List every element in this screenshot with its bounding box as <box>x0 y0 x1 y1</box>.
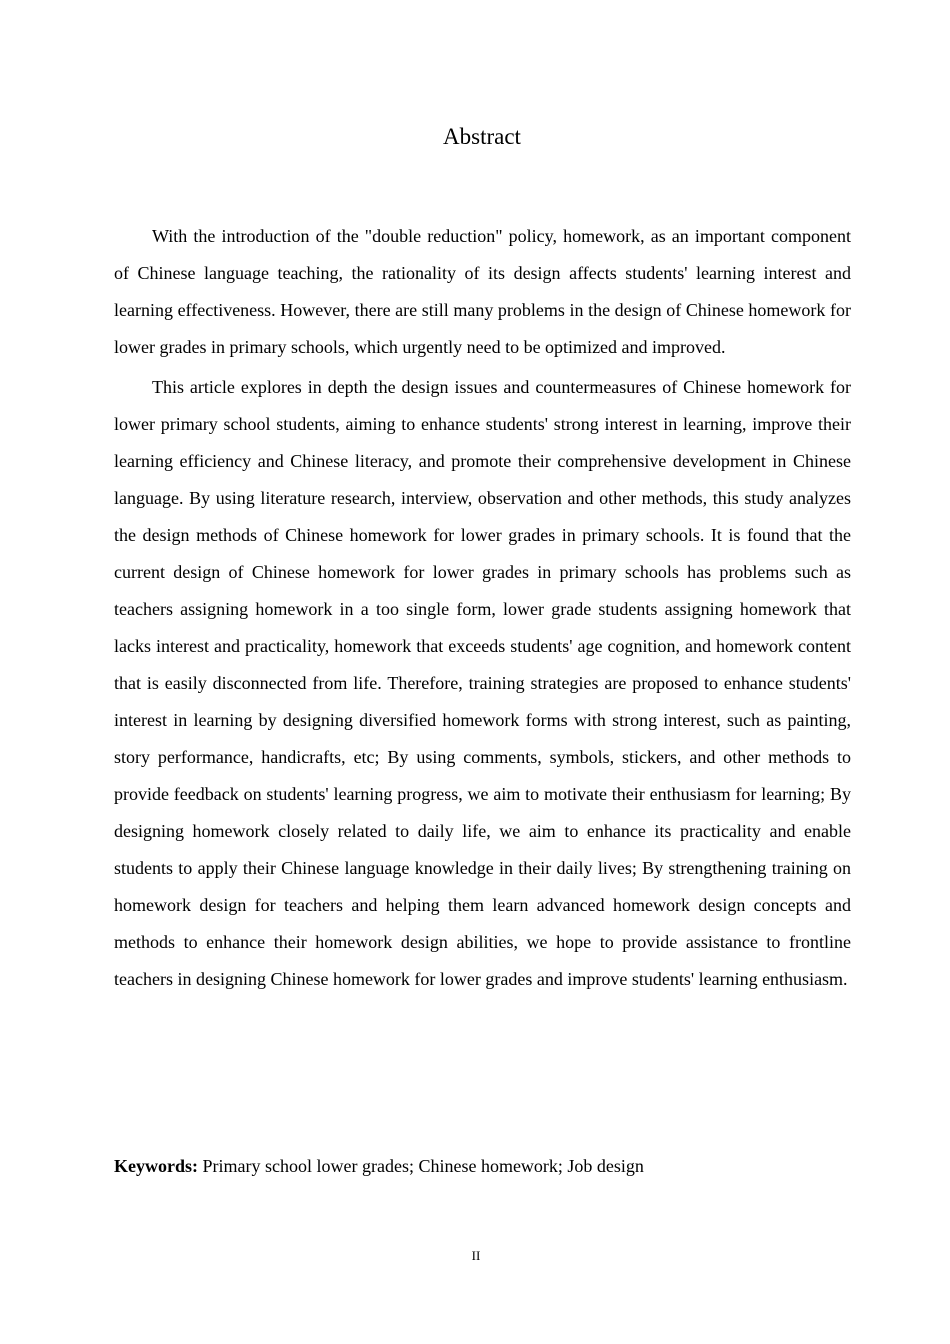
page-number: II <box>471 1248 481 1263</box>
keywords-label: Keywords: <box>114 1156 203 1176</box>
keywords-text: Primary school lower grades; Chinese homework; Job design <box>202 1156 644 1176</box>
abstract-paragraph-2: This article explores in depth the design issues and countermeasures of Chinese homework for lower primary school students, aiming to enhance students' strong interest in learning, improve their learning efficiency and Chinese literacy, and promote their comprehensive development in Chinese language. By using literature research, interview, observation and other methods, this study analyzes the design methods of Chinese homework for lower grades in primary schools. It is found that the current design of Chinese homework for lower grades in primary schools has problems such as teachers assigning homework in a too single form, lower grade students assigning homework that lacks interest and practicality, homework that exceeds students' age cognition, and homework content that is easily disconnected from life. Therefore, training strategies are proposed to enhance students' interest in learning by designing diversified homework forms with strong interest, such as painting, story performance, handicrafts, etc; By using comments, symbols, stickers, and other methods to provide feedback on students' learning progress, we aim to motivate their enthusiasm for learning; By designing homework closely related to daily life, we aim to enhance its practicality and enable students to apply their Chinese language knowledge in their daily lives; By strengthening training on homework design for teachers and helping them learn advanced homework design concepts and methods to enhance their homework design abilities, we hope to provide assistance to frontline teachers in designing Chinese homework for lower grades and improve students' learning enthusiasm. <box>114 377 851 989</box>
abstract-paragraph-1: With the introduction of the "double reduction" policy, homework, as an important component of Chinese language teaching, the rationality of its design affects students' learning interest and learning effectiveness. However, there are still many problems in the design of Chinese homework for lower grades in primary schools, which urgently need to be optimized and improved. <box>114 226 851 357</box>
abstract-body <box>114 218 851 998</box>
page-title: Abstract <box>443 124 521 149</box>
keywords-line <box>114 1152 851 1180</box>
